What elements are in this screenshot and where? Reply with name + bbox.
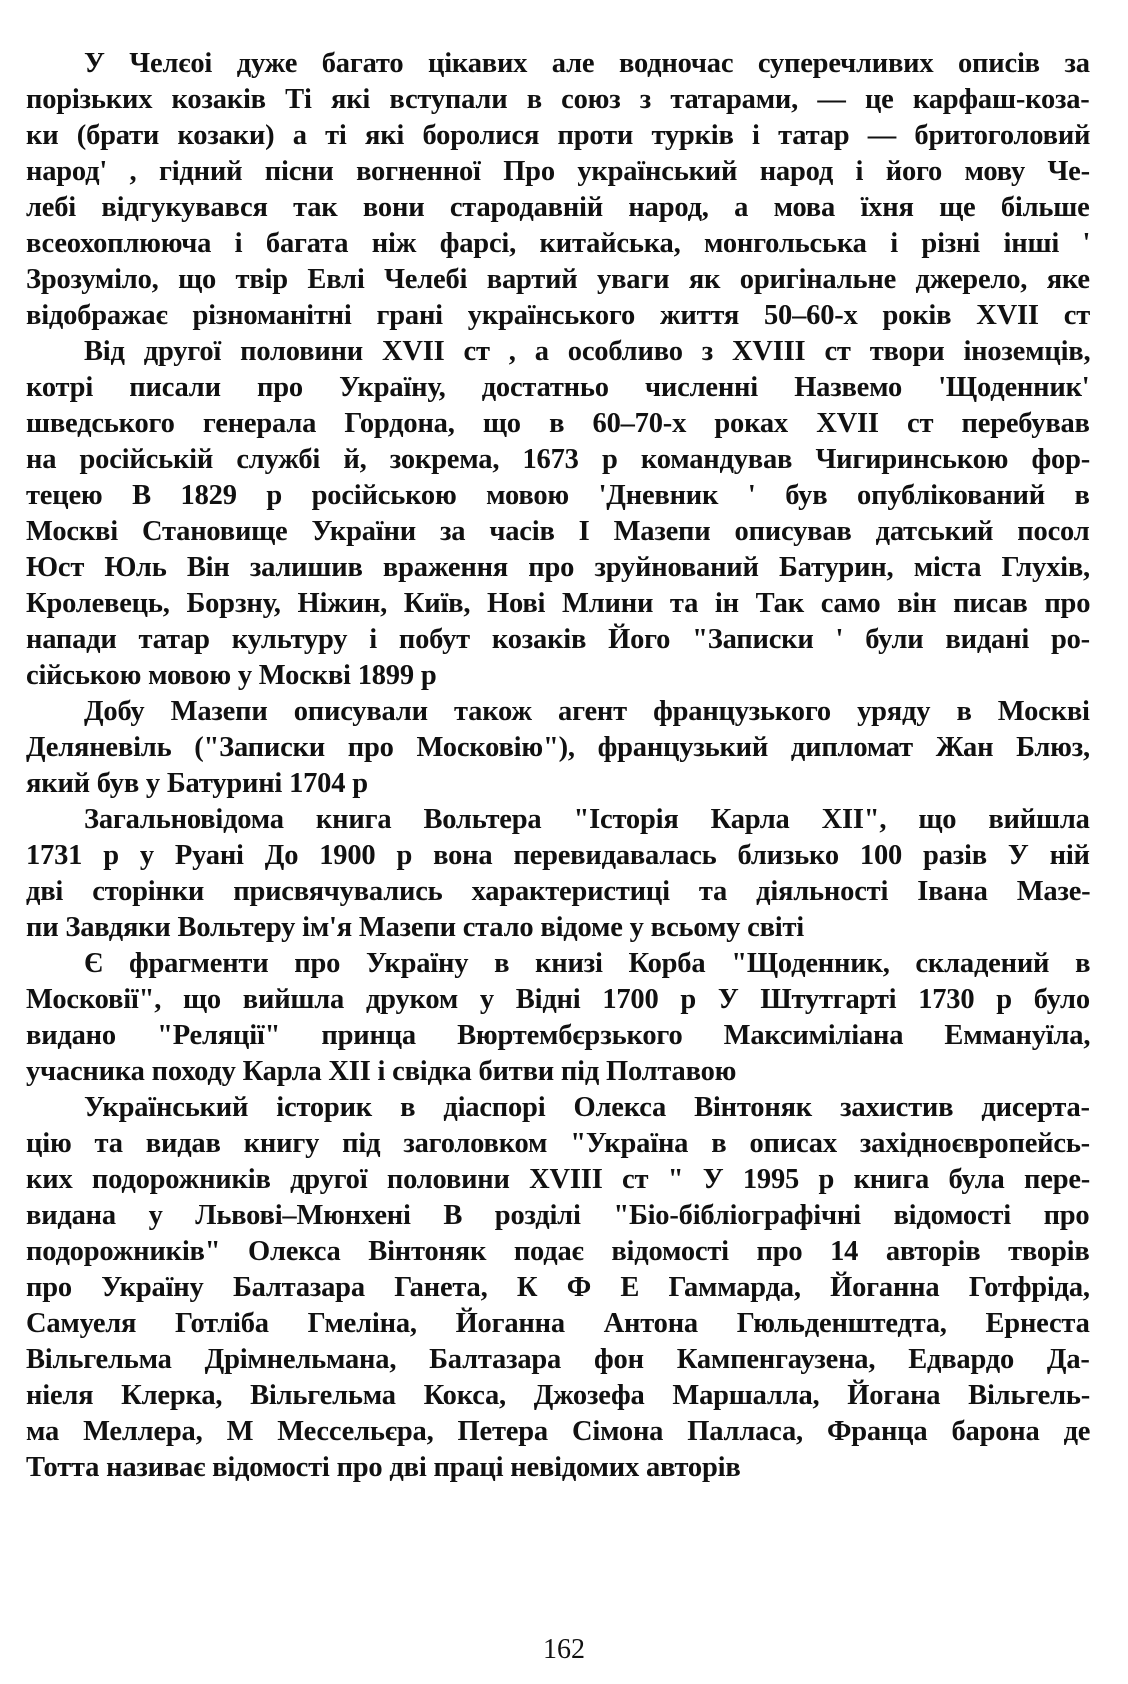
text-line: Зрозуміло, що твір Евлі Челебі вартий уваги як оригінальне джерело, яке — [26, 264, 1090, 295]
text-line: Український історик в діаспорі Олекса Вінтоняк захистив дисерта- — [84, 1092, 1090, 1123]
text-line: Є фрагменти про Україну в книзі Корба "Щоденник, складений в — [84, 948, 1091, 979]
text-line: Московії", що вийшла друком у Відні 1700 р У Штутгарті 1730 р було — [26, 984, 1090, 1015]
text-line: народ' , гідний пісни вогненної Про український народ і його мову Че- — [26, 156, 1090, 187]
text-line: тецею В 1829 р російською мовою 'Дневник ' був опублікований в — [26, 480, 1090, 511]
text-line: порізьких козаків Ті які вступали в союз з татарами, — це карфаш-коза- — [26, 84, 1090, 115]
text-line: котрі писали про Україну, достатньо численні Назвемо 'Щоденник' — [26, 372, 1090, 403]
page-number: 162 — [543, 1634, 585, 1665]
text-line: учасника походу Карла XII і свідка битви під Полтавою — [26, 1056, 737, 1087]
text-line: сійською мовою у Москві 1899 р — [26, 660, 437, 691]
text-line: відображає різноманітні грані українського життя 50–60-х років XVII ст — [26, 300, 1090, 331]
text-line: видана у Львові–Мюнхені В розділі "Біо-бібліографічні відомості про — [26, 1200, 1090, 1231]
text-line: Самуеля Готліба Гмеліна, Йоганна Антона Гюльденштедта, Ернеста — [26, 1308, 1090, 1339]
text-line: Тотта називає відомості про дві праці невідомих авторів — [26, 1452, 741, 1483]
text-line: про Україну Балтазара Ганета, К Ф Е Гаммарда, Йоганна Готфріда, — [26, 1272, 1090, 1303]
text-line: Кролевець, Борзну, Ніжин, Київ, Нові Млини та ін Так само він писав про — [26, 588, 1091, 619]
text-line: Загальновідома книга Вольтера "Історія Карла XII", що вийшла — [84, 804, 1090, 835]
text-line: Деляневіль ("Записки про Московію"), французький дипломат Жан Блюз, — [26, 732, 1090, 763]
text-line: на російській службі й, зокрема, 1673 р командував Чигиринською фор- — [26, 444, 1091, 475]
text-line: 1731 р у Руані До 1900 р вона перевидавалась близько 100 разів У ній — [26, 840, 1090, 871]
text-line: ма Меллера, М Мессельєра, Петера Сімона Палласа, Франца барона де — [26, 1416, 1091, 1447]
text-line: ких подорожників другої половини XVIII ст " У 1995 р книга була пере- — [26, 1164, 1091, 1195]
text-line: напади татар культуру і побут козаків Його "Записки ' були видані ро- — [26, 624, 1090, 655]
text-line: Юст Юль Він залишив враження про зруйнований Батурин, міста Глухів, — [26, 552, 1090, 583]
text-line: який був у Батурині 1704 р — [26, 768, 368, 799]
text-line: ки (брати козаки) а ті які боролися проти турків і татар — бритоголовий — [26, 120, 1091, 151]
text-line: Від другої половини XVII ст , а особливо з XVIII ст твори іноземців, — [84, 336, 1091, 367]
text-line: Вільгельма Дрімнельмана, Балтазара фон Кампенгаузена, Едвардо Да- — [26, 1344, 1090, 1375]
text-line: подорожників" Олекса Вінтоняк подає відомості про 14 авторів творів — [26, 1236, 1090, 1267]
text-line: ніеля Клерка, Вільгельма Кокса, Джозефа Маршалла, Йогана Вільгель- — [26, 1380, 1091, 1411]
text-line: цію та видав книгу під заголовком "Україна в описах західноєвропейсь- — [26, 1128, 1090, 1159]
text-line: видано "Реляції" принца Вюртембєрзького Максиміліана Еммануїла, — [26, 1020, 1091, 1051]
text-line: дві сторінки присвячувались характеристиці та діяльності Івана Мазе- — [26, 876, 1091, 907]
text-line: Добу Мазепи описували також агент французького уряду в Москві — [84, 696, 1090, 727]
text-line: шведського генерала Гордона, що в 60–70-х роках XVII ст перебував — [26, 408, 1090, 439]
text-line: лебі відгукувався так вони стародавній народ, а мова їхня ще більше — [26, 192, 1090, 223]
page-body — [26, 46, 1090, 1606]
text-line: пи Завдяки Вольтеру ім'я Мазепи стало відоме у всьому світі — [26, 912, 805, 943]
text-line: У Челєоі дуже багато цікавих але водночас суперечливих описів за — [84, 48, 1090, 79]
text-line: Москві Становище України за часів І Мазепи описував датський посол — [26, 516, 1090, 547]
text-line: всеохоплююча і багата ніж фарсі, китайська, монгольська і різні інші ' — [26, 228, 1091, 259]
